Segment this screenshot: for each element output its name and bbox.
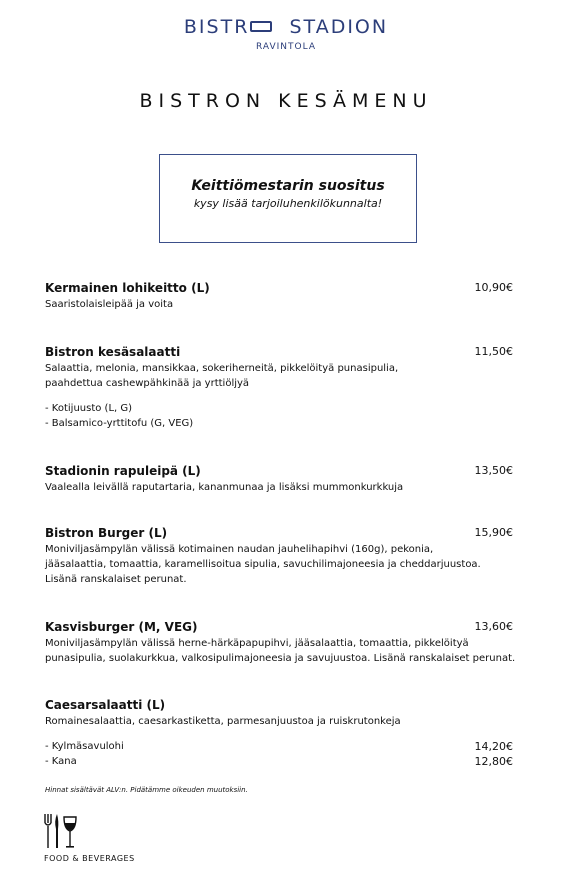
item-description — [45, 361, 525, 391]
logo-text-right: STADION — [289, 16, 389, 38]
item-name: Kasvisburger (M, VEG) — [45, 620, 198, 634]
item-option — [45, 416, 525, 431]
description-line: paahdettua cashewpähkinää ja yrttiöljyä — [45, 378, 250, 389]
item-price: 13,50€ — [474, 464, 513, 477]
item-name: Bistron kesäsalaatti — [45, 345, 181, 359]
item-description — [45, 480, 525, 495]
logo-wordmark — [0, 16, 572, 38]
description-line: Vaalealla leivällä raputartaria, kananmunaa ja lisäksi mummonkurkkuja — [45, 482, 404, 493]
item-price: 11,50€ — [474, 345, 513, 358]
description-line: Romainesalaattia, caesarkastiketta, parmesanjuustoa ja ruiskrutonkeja — [45, 716, 401, 727]
item-option — [45, 754, 525, 769]
item-option — [45, 401, 525, 416]
item-name: Kermainen lohikeitto (L) — [45, 281, 210, 295]
description-line: Moniviljasämpylän välissä kotimainen naudan jauhelihapihvi (160g), pekonia, — [45, 544, 434, 555]
option-label: - Balsamico-yrttitofu (G, VEG) — [45, 418, 194, 429]
description-line: Saaristolaisleipää ja voita — [45, 299, 174, 310]
recommendation-subtitle: kysy lisää tarjoiluhenkilökunnalta! — [193, 197, 383, 210]
logo-subtitle: RAVINTOLA — [256, 42, 316, 52]
menu-item — [45, 463, 525, 495]
logo-o-shape — [250, 21, 272, 32]
recommendation-box — [159, 154, 417, 243]
item-description — [45, 714, 525, 729]
item-name: Bistron Burger (L) — [45, 526, 168, 540]
description-line: punasipulia, suolakurkkua, valkosipulimajoneesia ja savujuustoa. Lisänä ranskalaiset perunat. — [45, 653, 516, 664]
item-price: 10,90€ — [474, 281, 513, 294]
option-price: 14,20€ — [474, 740, 513, 753]
item-description — [45, 636, 525, 666]
price-footnote: Hinnat sisältävät ALV:n. Pidätämme oikeuden muutoksiin. — [45, 786, 248, 794]
menu-item — [45, 619, 525, 666]
recommendation-title: Keittiömestarin suositus — [191, 178, 385, 194]
option-label: - Kotijuusto (L, G) — [45, 403, 133, 414]
option-price: 12,80€ — [474, 755, 513, 768]
description-line: jääsalaattia, tomaattia, karamellisoitua sipulia, savuchilimajoneesia ja cheddarjuustoa. — [45, 559, 481, 570]
food-beverages-label: FOOD & BEVERAGES — [44, 854, 135, 863]
item-price: 15,90€ — [474, 526, 513, 539]
cutlery-and-glass-icon — [43, 813, 83, 853]
logo — [0, 16, 572, 52]
logo-text-left: BISTR — [183, 16, 250, 38]
item-option — [45, 739, 525, 754]
item-description — [45, 542, 525, 587]
description-line: Moniviljasämpylän välissä herne-härkäpapupihvi, jääsalaattia, tomaattia, pikkelöityä — [45, 638, 469, 649]
menu-item — [45, 525, 525, 587]
menu-item — [45, 280, 525, 312]
description-line: Salaattia, melonia, mansikkaa, sokeriherneitä, pikkelöityä punasipulia, — [45, 363, 399, 374]
item-name: Caesarsalaatti (L) — [45, 698, 166, 712]
menu-title: BISTRON KESÄMENU — [139, 90, 433, 112]
item-price: 13,60€ — [474, 620, 513, 633]
item-description — [45, 297, 525, 312]
menu-item — [45, 344, 525, 431]
option-label: - Kylmäsavulohi — [45, 741, 124, 752]
description-line: Lisänä ranskalaiset perunat. — [45, 574, 187, 585]
item-name: Stadionin rapuleipä (L) — [45, 464, 201, 478]
option-label: - Kana — [45, 756, 77, 767]
menu-item — [45, 697, 525, 769]
